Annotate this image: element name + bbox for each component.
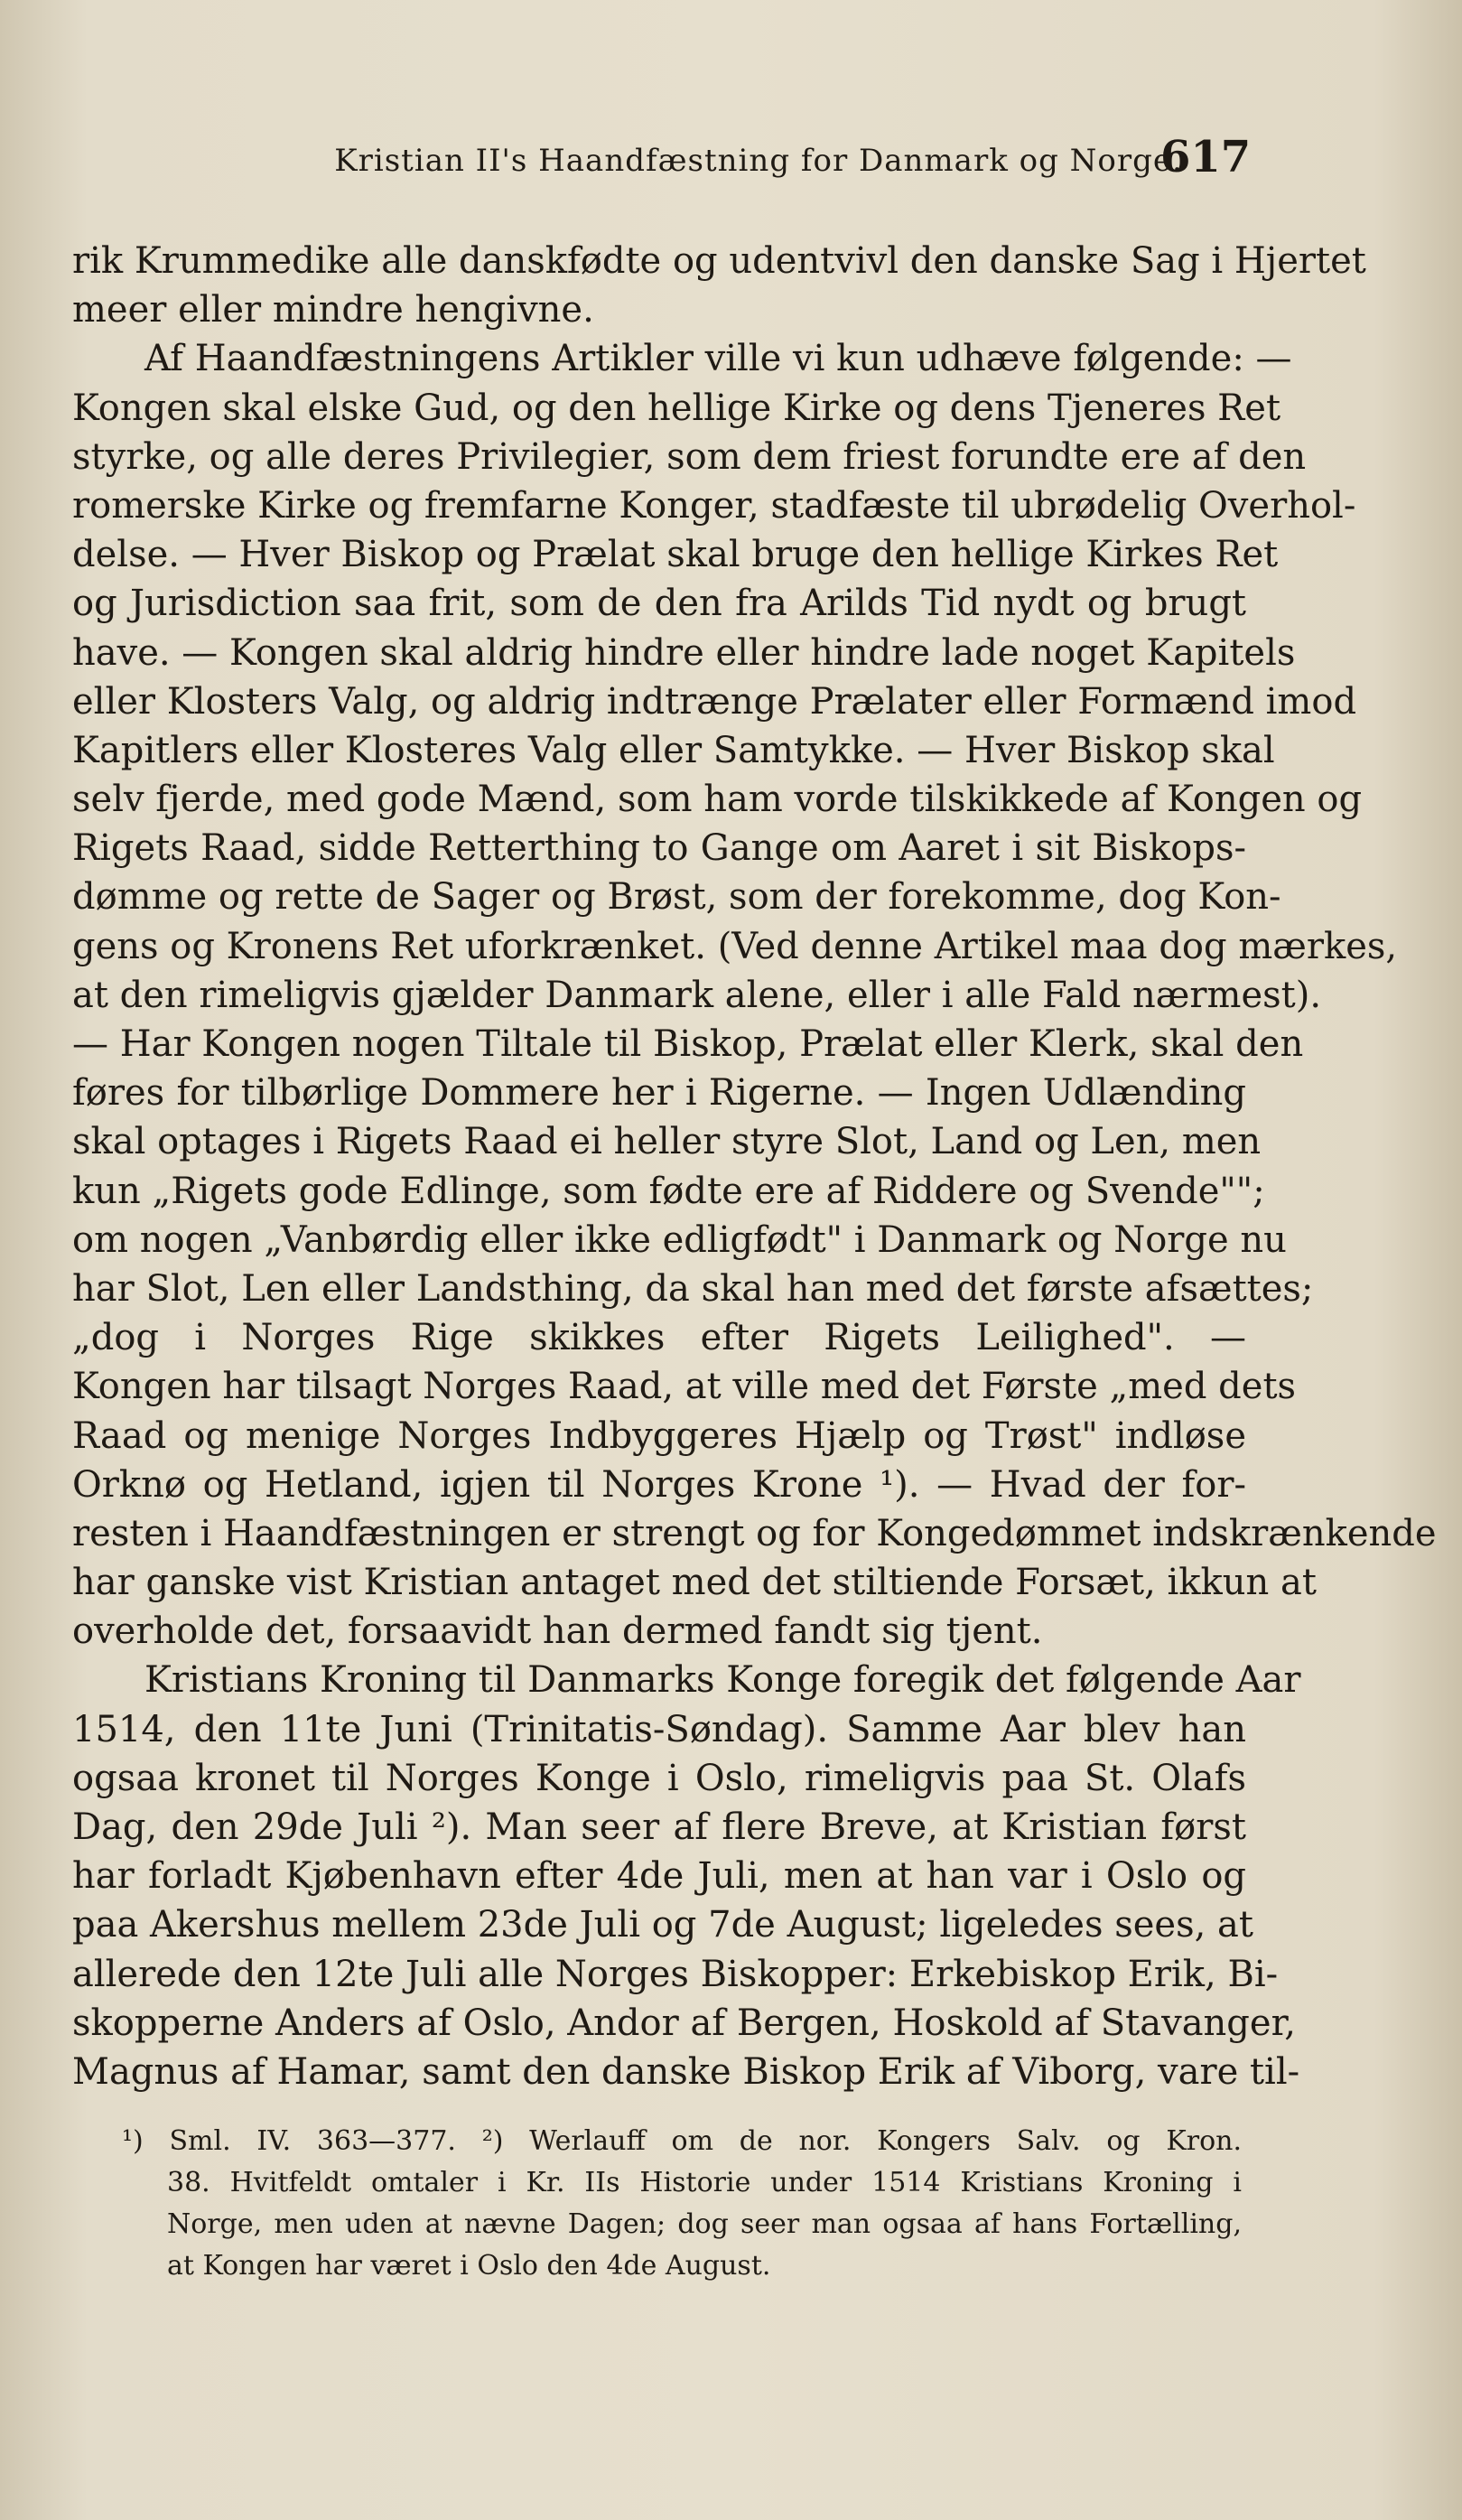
body-line: selv fjerde, med gode Mænd, som ham vorde tilskikkede af Kongen og	[72, 779, 1363, 821]
body-line: har ganske vist Kristian antaget med det stiltiende Forsæt, ikkun at	[72, 1562, 1317, 1604]
body-line: Kongen skal elske Gud, og den hellige Kirke og dens Tjeneres Ret	[72, 387, 1281, 429]
body-line: og Jurisdiction saa frit, som de den fra Arilds Tid nydt og brugt	[72, 583, 1246, 625]
body-line: Dag, den 29de Juli ²). Man seer af flere Breve, at Kristian først	[72, 1806, 1246, 1848]
body-line: skopperne Anders af Oslo, Andor af Bergen, Hoskold af Stavanger,	[72, 2002, 1297, 2044]
body-line: Orknø og Hetland, igjen til Norges Krone ¹). — Hvad der for-	[72, 1463, 1246, 1506]
footnote-line: 38. Hvitfeldt omtaler i Kr. IIs Historie under 1514 Kristians Kroning i	[167, 2167, 1242, 2198]
body-line: ogsaa kronet til Norges Konge i Oslo, rimeligvis paa St. Olafs	[72, 1757, 1246, 1799]
footnote-line: at Kongen har været i Oslo den 4de August.	[167, 2250, 771, 2282]
body-line: Af Haandfæstningens Artikler ville vi kun udhæve følgende: —	[144, 338, 1292, 380]
body-line: at den rimeligvis gjælder Danmark alene, eller i alle Fald nærmest).	[72, 974, 1322, 1016]
body-line: Rigets Raad, sidde Retterthing to Gange om Aaret i sit Biskops-	[72, 827, 1246, 870]
body-line: paa Akershus mellem 23de Juli og 7de August; ligeledes sees, at	[72, 1904, 1253, 1946]
body-line: Kapitlers eller Klosteres Valg eller Samtykke. — Hver Biskop skal	[72, 729, 1275, 771]
body-line: „dog i Norges Rige skikkes efter Rigets Leilighed". —	[72, 1317, 1246, 1359]
body-line: har Slot, Len eller Landsthing, da skal han med det første afsættes;	[72, 1267, 1314, 1310]
body-line: gens og Kronens Ret uforkrænket. (Ved denne Artikel maa dog mærkes,	[72, 925, 1398, 967]
body-line: delse. — Hver Biskop og Prælat skal bruge den hellige Kirkes Ret	[72, 534, 1279, 576]
body-line: Raad og menige Norges Indbyggeres Hjælp og Trøst" indløse	[72, 1414, 1246, 1457]
body-line: resten i Haandfæstningen er strengt og for Kongedømmet indskrænkende	[72, 1512, 1437, 1554]
footnote-line: Norge, men uden at nævne Dagen; dog seer man ogsaa af hans Fortælling,	[167, 2208, 1242, 2240]
body-line: — Har Kongen nogen Tiltale til Biskop, Prælat eller Klerk, skal den	[72, 1023, 1304, 1065]
body-line: eller Klosters Valg, og aldrig indtrænge Prælater eller Formænd imod	[72, 680, 1357, 723]
body-line: om nogen „Vanbørdig eller ikke edligfødt" i Danmark og Norge nu	[72, 1218, 1287, 1261]
body-line: har forladt Kjøbenhavn efter 4de Juli, men at han var i Oslo og	[72, 1855, 1246, 1898]
body-line: 1514, den 11te Juni (Trinitatis-Søndag). Samme Aar blev han	[72, 1708, 1246, 1750]
body-line: Kongen har tilsagt Norges Raad, at ville med det Første „med dets	[72, 1366, 1297, 1408]
body-line: have. — Kongen skal aldrig hindre eller hindre lade noget Kapitels	[72, 631, 1296, 674]
body-line: føres for tilbørlige Dommere her i Rigerne. — Ingen Udlænding	[72, 1072, 1246, 1115]
body-line: skal optages i Rigets Raad ei heller styre Slot, Land og Len, men	[72, 1121, 1262, 1163]
body-line: allerede den 12te Juli alle Norges Biskopper: Erkebiskop Erik, Bi-	[72, 1953, 1279, 1995]
body-text	[72, 237, 1437, 2096]
footnotes	[122, 2121, 1242, 2287]
body-line: styrke, og alle deres Privilegier, som dem friest forundte ere af den	[72, 435, 1307, 478]
page-number: 617	[1160, 132, 1252, 182]
body-line: rik Krummedike alle danskfødte og udentvivl den danske Sag i Hjertet	[72, 240, 1366, 282]
body-line: romerske Kirke og fremfarne Konger, stadfæste til ubrødelig Overhol-	[72, 484, 1356, 527]
body-line: overholde det, forsaavidt han dermed fandt sig tjent.	[72, 1610, 1043, 1653]
footnote-line: ¹) Sml. IV. 363—377. ²) Werlauff om de nor. Kongers Salv. og Kron.	[122, 2125, 1242, 2157]
running-title: Kristian II's Haandfæstning for Danmark og Norge.	[334, 143, 1183, 179]
body-line: kun „Rigets gode Edlinge, som fødte ere af Riddere og Svende"";	[72, 1170, 1265, 1212]
body-line: Kristians Kroning til Danmarks Konge foregik det følgende Aar	[144, 1659, 1301, 1702]
body-line: dømme og rette de Sager og Brøst, som der forekomme, dog Kon-	[72, 876, 1281, 919]
body-line: Magnus af Hamar, samt den danske Biskop Erik af Viborg, vare til-	[72, 2050, 1300, 2093]
body-line: meer eller mindre hengivne.	[72, 289, 594, 331]
